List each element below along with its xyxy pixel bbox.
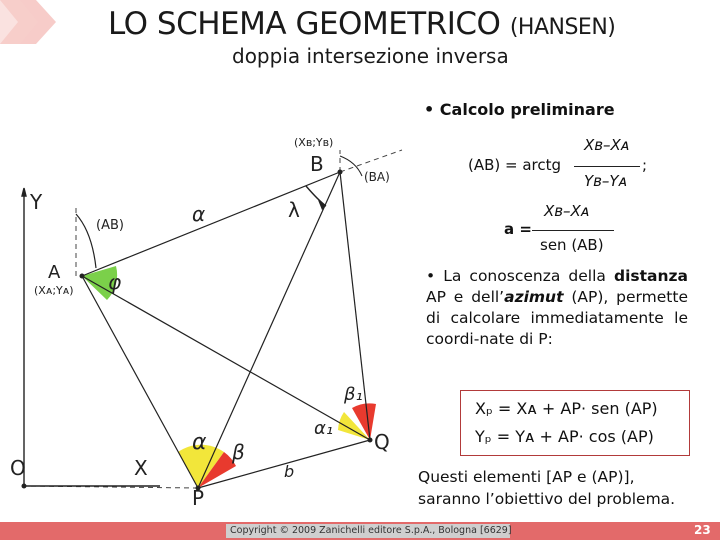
- point-b-label: B: [310, 152, 324, 176]
- copyright-notice: Copyright © 2009 Zanichelli editore S.p.A., Bologna [6629]: [226, 524, 510, 538]
- title-paren: (HANSEN): [509, 15, 616, 40]
- formula1-denominator: Yʙ–Yᴀ: [584, 172, 628, 190]
- formula-yp: Yₚ = Yᴀ + AP· cos (AP): [475, 427, 654, 446]
- point-a-label: A: [48, 262, 61, 283]
- point-b-coords-label: (Xʙ;Yʙ): [294, 136, 334, 149]
- formula1-numerator: Xʙ–Xᴀ: [584, 136, 630, 154]
- closing-text: [418, 466, 675, 510]
- alpha-top-label: α: [192, 202, 206, 226]
- lambda-label: λ: [288, 198, 300, 222]
- formula2-denominator: sen (AB): [540, 236, 604, 254]
- point-q-label: Q: [374, 430, 390, 454]
- formula1-lhs: (AB) = arctg: [468, 156, 562, 174]
- para-text-1: • La conoscenza della: [426, 267, 614, 285]
- para-text-3: (AP), permette di calcolare immediatamente le coordi-nate di P:: [426, 288, 688, 348]
- para-text-2: AP e dell’: [426, 288, 505, 306]
- azimuth-ba-label: (BA): [364, 170, 390, 184]
- para-bold-azimut: azimut: [504, 288, 564, 306]
- azimuth-ab-label: (AB): [96, 218, 124, 233]
- formula2-fraction-bar: [532, 230, 614, 231]
- page-subtitle: doppia intersezione inversa: [232, 44, 509, 68]
- formula1-fraction-bar: [574, 166, 640, 167]
- page-number: 23: [694, 523, 711, 537]
- distance-b-label: b: [284, 462, 295, 481]
- para-bold-distanza: distanza: [613, 267, 688, 285]
- explanation-paragraph: [426, 266, 688, 350]
- section-heading: • Calcolo preliminare: [424, 100, 615, 119]
- x-axis-label: X: [134, 456, 148, 480]
- point-p-label: P: [192, 486, 205, 510]
- origin-label: O: [10, 456, 26, 480]
- formula2-numerator: Xʙ–Xᴀ: [544, 202, 590, 220]
- y-axis-label: Y: [30, 190, 43, 214]
- formula-xp: Xₚ = Xᴀ + AP· sen (AP): [475, 399, 658, 418]
- closing-line-1: Questi elementi [AP e (AP)],: [418, 468, 635, 486]
- point-a-coords-label: (Xᴀ;Yᴀ): [34, 284, 74, 297]
- coordinate-formula-box: [460, 390, 690, 456]
- alpha1-label: α₁: [314, 418, 334, 439]
- formula2-lhs: a =: [504, 220, 532, 238]
- closing-line-2: saranno l’obiettivo del problema.: [418, 490, 676, 508]
- phi-label: φ: [108, 270, 122, 294]
- beta-label: β: [232, 440, 245, 464]
- formula1-end: ;: [642, 156, 648, 174]
- beta1-label: β₁: [344, 384, 363, 405]
- alpha-label: α: [192, 430, 207, 455]
- title-main: LO SCHEMA GEOMETRICO: [108, 6, 501, 42]
